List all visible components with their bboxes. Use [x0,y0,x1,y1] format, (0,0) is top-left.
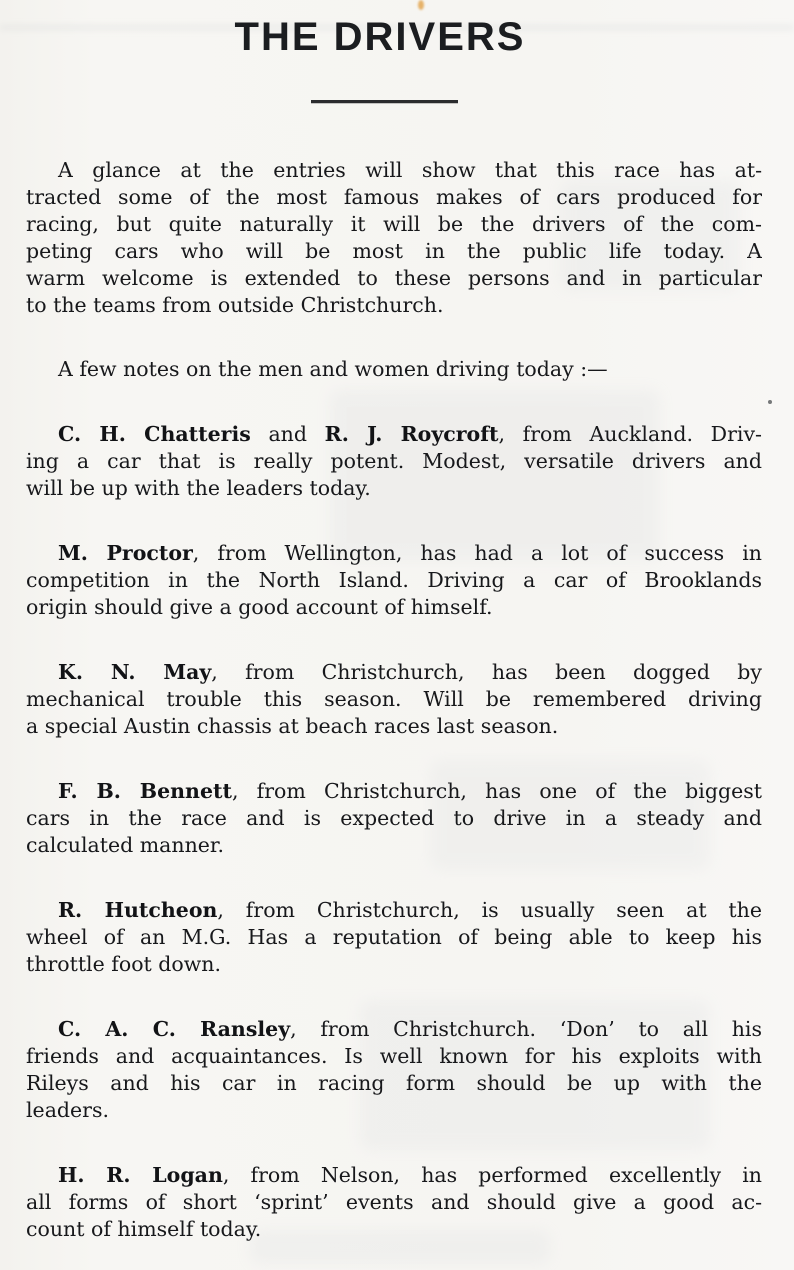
note-text: , from Nelson, has performed excellently in [222,1163,762,1187]
intro-line: A glance at the entries will show that this race has at- [58,158,762,182]
scan-speck [768,400,772,404]
driver-note [26,897,762,978]
driver-note-first-line [26,1016,762,1043]
driver-name: C. A. C. Ransley [58,1017,291,1041]
driver-note-line: Rileys and his car in racing form should be up with the [26,1071,762,1095]
intro-line: to the teams from outside Christchurch. [26,293,444,317]
intro-line: tracted some of the most famous makes of cars produced for [26,185,762,209]
driver-name: C. H. Chatteris [58,422,251,446]
driver-note-first-line [26,1162,762,1189]
driver-note-line: competition in the North Island. Driving a car of Brooklands [26,568,762,592]
note-text: , from Christchurch, has one of the biggest [231,779,762,803]
driver-note-first-line [26,421,762,448]
intro-paragraph [26,157,762,319]
driver-name: R. J. Roycroft [324,422,499,446]
note-text: , from Wellington, has had a lot of success in [192,541,762,565]
driver-name: F. B. Bennett [58,779,232,803]
driver-note [26,1162,762,1243]
driver-note-line: wheel of an M.G. Has a reputation of being able to keep his [26,925,762,949]
driver-note-line: leaders. [26,1098,110,1122]
intro-line: racing, but quite naturally it will be the drivers of the com- [26,212,762,236]
note-text: , from Christchurch. ‘Don’ to all his [290,1017,762,1041]
driver-note [26,421,762,502]
driver-note [26,540,762,621]
driver-note-first-line [26,778,762,805]
driver-note [26,1016,762,1124]
note-text: , from Christchurch, is usually seen at the [217,898,762,922]
driver-name: M. Proctor [58,541,193,565]
page-title: THE DRIVERS [234,15,526,59]
driver-name: H. R. Logan [58,1163,223,1187]
driver-note-line: cars in the race and is expected to drive in a steady and [26,806,762,830]
text-column [26,0,762,1243]
driver-note-line: throttle foot down. [26,952,222,976]
driver-note-line: all forms of short ‘sprint’ events and should give a good ac- [26,1190,762,1214]
driver-note-line: ing a car that is really potent. Modest, versatile drivers and [26,449,762,473]
driver-note-line: a special Austin chassis at beach races last season. [26,714,559,738]
driver-name: K. N. May [58,660,212,684]
driver-name: R. Hutcheon [58,898,218,922]
driver-notes-section [26,421,762,1243]
notes-intro-line: A few notes on the men and women driving today :— [58,357,608,381]
note-text: , from Christchurch, has been dogged by [211,660,762,684]
driver-note-first-line [26,897,762,924]
driver-note-line: will be up with the leaders today. [26,476,371,500]
driver-note-line: mechanical trouble this season. Will be remembered driving [26,687,762,711]
driver-note-first-line [26,659,762,686]
driver-note-line: friends and acquaintances. Is well known for his exploits with [26,1044,762,1068]
driver-note-line: origin should give a good account of himself. [26,595,493,619]
intro-line: peting cars who will be most in the public life today. A [26,239,762,263]
divider-rule [311,100,458,103]
driver-note [26,659,762,740]
note-text: and [250,422,325,446]
driver-note-line: calculated manner. [26,833,224,857]
driver-note-line: count of himself today. [26,1217,262,1241]
intro-line: warm welcome is extended to these persons and in particular [26,266,762,290]
note-text: , from Auckland. Driv- [498,422,762,446]
driver-note [26,778,762,859]
driver-note-first-line [26,540,762,567]
